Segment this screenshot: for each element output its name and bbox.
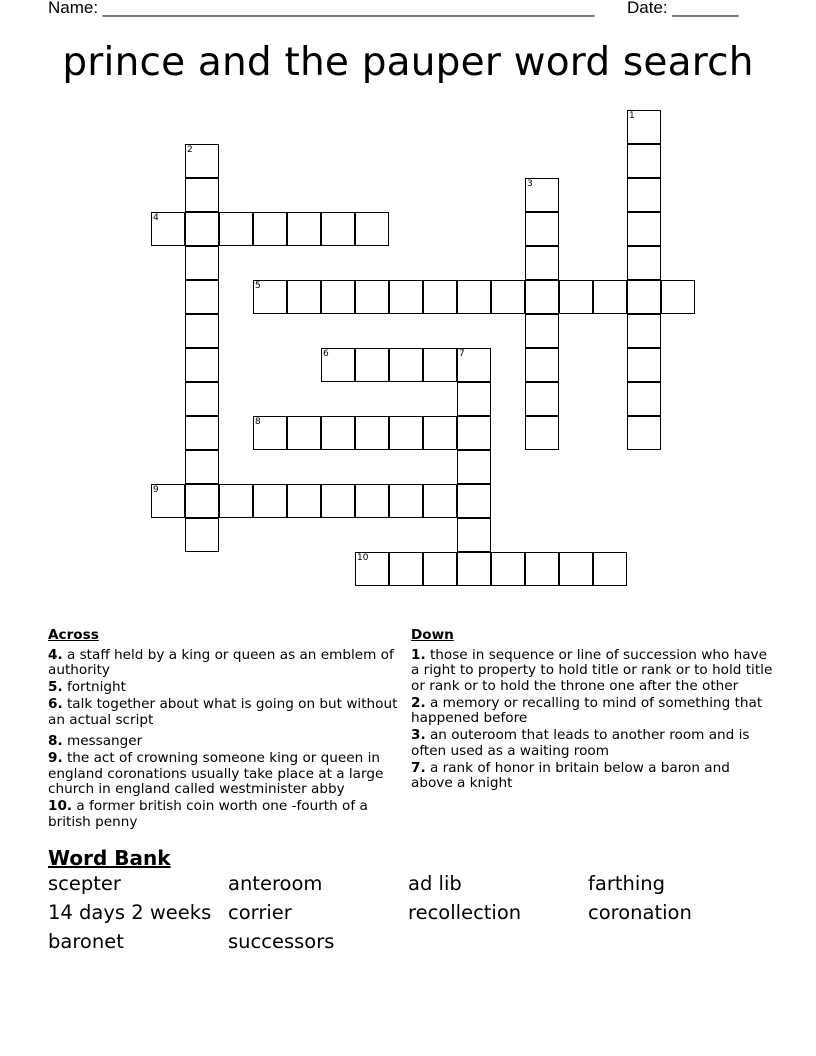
- word-bank-item: coronation: [588, 901, 692, 924]
- grid-cell[interactable]: [457, 518, 491, 552]
- grid-cell[interactable]: [627, 314, 661, 348]
- grid-cell[interactable]: [491, 280, 525, 314]
- grid-cell[interactable]: [321, 484, 355, 518]
- grid-cell[interactable]: [457, 484, 491, 518]
- grid-cell[interactable]: [185, 212, 219, 246]
- grid-cell[interactable]: [253, 416, 287, 450]
- grid-cell[interactable]: [457, 348, 491, 382]
- grid-cell[interactable]: [185, 484, 219, 518]
- grid-cell[interactable]: [185, 144, 219, 178]
- grid-cell[interactable]: [185, 450, 219, 484]
- grid-cell[interactable]: [287, 416, 321, 450]
- page-title: prince and the pauper word search: [62, 40, 754, 85]
- grid-cell[interactable]: [627, 212, 661, 246]
- clue-across-8: 8. messanger: [48, 733, 143, 749]
- grid-cell[interactable]: [151, 484, 185, 518]
- grid-cell[interactable]: [185, 178, 219, 212]
- word-bank-title: Word Bank: [48, 846, 171, 870]
- grid-cell[interactable]: [355, 416, 389, 450]
- grid-cell[interactable]: [525, 416, 559, 450]
- clue-number: 10: [357, 553, 369, 563]
- clue-across-4: 4. a staff held by a king or queen as an emblem of authority: [48, 646, 394, 678]
- grid-cell[interactable]: [593, 280, 627, 314]
- across-clues: [48, 628, 398, 832]
- clue-across-9: 9. the act of crowning someone king or queen in england coronations usually take place at a large church in england called westminister abby: [48, 750, 384, 797]
- grid-cell[interactable]: [423, 280, 457, 314]
- grid-cell[interactable]: [185, 246, 219, 280]
- grid-cell[interactable]: [185, 280, 219, 314]
- word-bank-item: ad lib: [408, 872, 462, 895]
- clue-across-5: 5. fortnight: [48, 679, 126, 695]
- date-label: Date: _______: [627, 0, 739, 17]
- grid-cell[interactable]: [185, 314, 219, 348]
- grid-cell[interactable]: [627, 280, 661, 314]
- grid-cell[interactable]: [151, 212, 185, 246]
- grid-cell[interactable]: [287, 212, 321, 246]
- grid-cell[interactable]: [423, 348, 457, 382]
- grid-cell[interactable]: [559, 280, 593, 314]
- clue-number: 6: [323, 349, 329, 359]
- grid-cell[interactable]: [321, 212, 355, 246]
- grid-cell[interactable]: [627, 178, 661, 212]
- grid-cell[interactable]: [185, 348, 219, 382]
- clue-number: 7: [459, 349, 465, 359]
- grid-cell[interactable]: [525, 246, 559, 280]
- clue-number: 5: [255, 281, 261, 291]
- grid-cell[interactable]: [525, 382, 559, 416]
- grid-cell[interactable]: [389, 484, 423, 518]
- grid-cell[interactable]: [525, 178, 559, 212]
- grid-cell[interactable]: [627, 416, 661, 450]
- grid-cell[interactable]: [559, 552, 593, 586]
- grid-cell[interactable]: [627, 382, 661, 416]
- grid-cell[interactable]: [185, 416, 219, 450]
- word-bank-item: farthing: [588, 872, 665, 895]
- clue-number: 3: [527, 179, 533, 189]
- grid-cell[interactable]: [287, 484, 321, 518]
- grid-cell[interactable]: [389, 416, 423, 450]
- grid-cell[interactable]: [253, 212, 287, 246]
- across-heading: Across: [48, 627, 99, 643]
- clue-down-2: 2. a memory or recalling to mind of something that happened before: [411, 694, 763, 726]
- grid-cell[interactable]: [525, 280, 559, 314]
- clue-across-10: 10. a former british coin worth one -fourth of a british penny: [48, 798, 368, 830]
- grid-cell[interactable]: [321, 416, 355, 450]
- clue-number: 2: [187, 145, 193, 155]
- grid-cell[interactable]: [627, 348, 661, 382]
- grid-cell[interactable]: [355, 552, 389, 586]
- word-bank-item: corrier: [228, 901, 292, 924]
- grid-cell[interactable]: [661, 280, 695, 314]
- grid-cell[interactable]: [219, 212, 253, 246]
- word-bank-item: recollection: [408, 901, 522, 924]
- grid-cell[interactable]: [287, 280, 321, 314]
- grid-cell[interactable]: [321, 348, 355, 382]
- grid-cell[interactable]: [253, 484, 287, 518]
- word-bank-item: 14 days 2 weeks: [48, 901, 212, 924]
- grid-cell[interactable]: [253, 280, 287, 314]
- grid-cell[interactable]: [627, 246, 661, 280]
- clue-number: 1: [629, 111, 635, 121]
- grid-cell[interactable]: [525, 212, 559, 246]
- grid-cell[interactable]: [525, 314, 559, 348]
- clue-number: 4: [153, 213, 159, 223]
- grid-cell[interactable]: [423, 484, 457, 518]
- grid-cell[interactable]: [457, 416, 491, 450]
- grid-cell[interactable]: [355, 280, 389, 314]
- clue-down-1: 1. those in sequence or line of succession who have a right to property to hold title or rank or to hold title or rank or to hold the throne one after the other: [411, 646, 773, 694]
- grid-cell[interactable]: [389, 348, 423, 382]
- name-label: Name: ____________________________________________________: [48, 0, 595, 17]
- grid-cell[interactable]: [185, 518, 219, 552]
- grid-cell[interactable]: [185, 382, 219, 416]
- word-bank-item: anteroom: [228, 872, 323, 895]
- grid-cell[interactable]: [627, 144, 661, 178]
- word-bank-item: scepter: [48, 872, 121, 895]
- grid-cell[interactable]: [389, 552, 423, 586]
- grid-cell[interactable]: [457, 382, 491, 416]
- grid-cell[interactable]: [627, 110, 661, 144]
- word-bank-item: baronet: [48, 930, 124, 953]
- grid-cell[interactable]: [457, 450, 491, 484]
- clue-down-3: 3. an outeroom that leads to another room and is often used as a waiting room: [411, 727, 750, 759]
- down-clues: [411, 628, 773, 793]
- grid-cell[interactable]: [321, 280, 355, 314]
- grid-cell[interactable]: [525, 348, 559, 382]
- grid-cell[interactable]: [355, 348, 389, 382]
- grid-cell[interactable]: [355, 212, 389, 246]
- clue-across-6: 6. talk together about what is going on but without an actual script: [48, 696, 398, 728]
- grid-cell[interactable]: [389, 280, 423, 314]
- grid-cell[interactable]: [593, 552, 627, 586]
- word-bank-item: successors: [228, 930, 335, 953]
- grid-cell[interactable]: [457, 280, 491, 314]
- grid-cell[interactable]: [457, 552, 491, 586]
- grid-cell[interactable]: [525, 552, 559, 586]
- clue-down-7: 7. a rank of honor in britain below a baron and above a knight: [411, 759, 730, 791]
- grid-cell[interactable]: [423, 552, 457, 586]
- grid-cell[interactable]: [491, 552, 525, 586]
- grid-cell[interactable]: [219, 484, 253, 518]
- clue-number: 9: [153, 485, 159, 495]
- down-heading: Down: [411, 627, 454, 643]
- clue-number: 8: [255, 417, 261, 427]
- grid-cell[interactable]: [355, 484, 389, 518]
- grid-cell[interactable]: [423, 416, 457, 450]
